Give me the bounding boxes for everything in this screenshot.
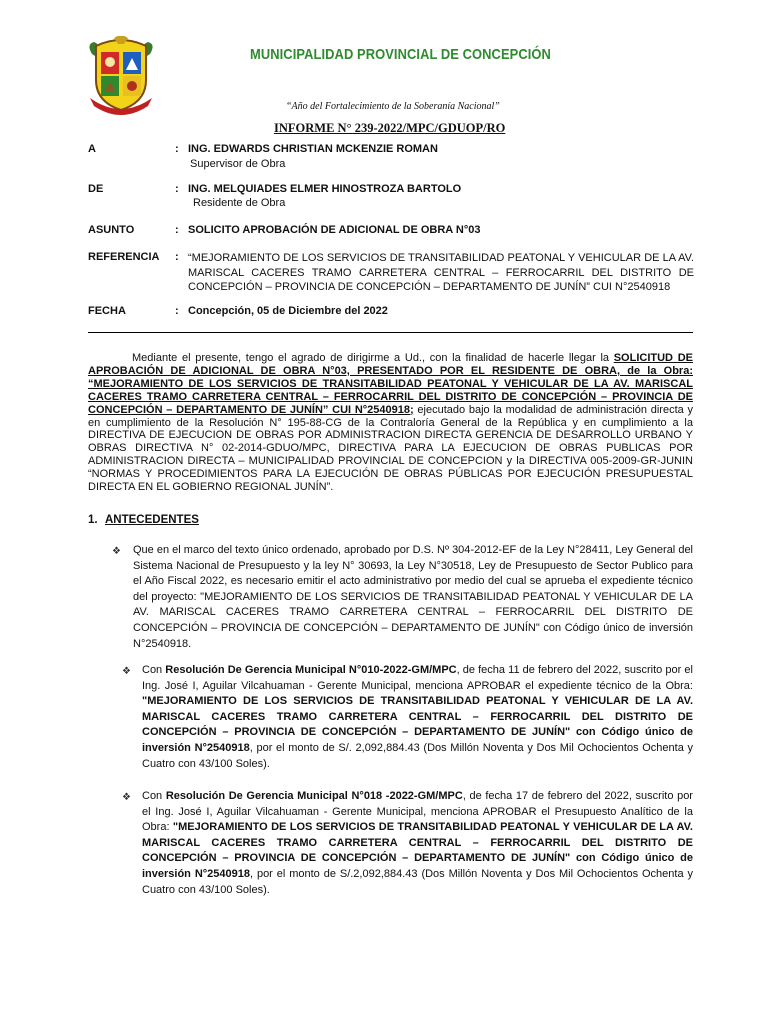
section-number: 1. — [88, 514, 98, 526]
item3-amount: , por el monto de S/.2,092,884.43 (Dos Millón Noventa y Dos Mil Ochocientos Ochenta y Cuatro con 43/100 Soles). — [142, 867, 693, 896]
to-colon: : — [175, 143, 179, 155]
item3-project-name: "MEJORAMIENTO DE LOS SERVICIOS DE TRANSITABILIDAD PEATONAL Y VEHICULAR DE LA AV. MARISCAL CACERES TRAMO CARRETERA CENTRAL – FERROCARRIL DEL DISTRITO DE CONCEPCIÓN – PROVINCIA DE CONCEPCIÓN – DEPARTAMENTO DE JUNÍN" con Código único de inversión N°2540918 — [142, 821, 693, 880]
reference-label: REFERENCIA — [88, 251, 160, 263]
item2-resolution: Resolución De Gerencia Municipal N°010-2022-GM/MPC — [165, 664, 457, 676]
antecedent-item-2 — [142, 663, 693, 772]
item3-text-mid: , de fecha 17 de febrero del 2022, suscrito por el Ing. José I, Aguilar Vilcahuaman - Gerente Municipal, menciona APROBAR el Presupuesto Analítico de la Obra: — [142, 790, 693, 834]
bullet-diamond-icon: ❖ — [112, 546, 121, 557]
municipality-name: MUNICIPALIDAD PROVINCIAL DE CONCEPCIÓN — [250, 46, 551, 63]
to-label: A — [88, 143, 96, 155]
item2-project-name: "MEJORAMIENTO DE LOS SERVICIOS DE TRANSITABILIDAD PEATONAL Y VEHICULAR DE LA AV. MARISCAL CACERES TRAMO CARRETERA CENTRAL – FERROCARRIL DEL DISTRITO DE CONCEPCIÓN – PROVINCIA DE CONCEPCIÓN – DEPARTAMENTO DE JUNÍN" con Código único de inversión N°2540918 — [142, 695, 693, 754]
intro-bold: SOLICITUD DE APROBACIÓN DE ADICIONAL DE OBRA N°03, PRESENTADO POR EL RESIDENTE DE OBRA, de la Obra: “MEJORAMIENTO DE LOS SERVICIOS DE TRANSITABILIDAD PEATONAL Y VEHICULAR DE LA AV. MARISCAL CACERES TRAMO CARRETERA CENTRAL – FERROCARRIL DEL DISTRITO DE CONCEPCIÓN – PROVINCIA DE CONCEPCIÓN – DEPARTAMENTO DE JUNÍN” CUI N°2540918; — [88, 352, 693, 416]
date-colon: : — [175, 305, 179, 317]
municipality-coat-of-arms — [84, 36, 158, 118]
bullet-diamond-icon: ❖ — [122, 666, 131, 677]
from-colon: : — [175, 183, 179, 195]
year-motto: “Año del Fortalecimiento de la Soberanía Nacional” — [286, 101, 500, 112]
to-role: Supervisor de Obra — [190, 158, 286, 170]
date-text: Concepción, 05 de Diciembre del 2022 — [188, 305, 388, 317]
subject-text: SOLICITO APROBACIÓN DE ADICIONAL DE OBRA N°03 — [188, 224, 481, 236]
subject-colon: : — [175, 224, 179, 236]
reference-colon: : — [175, 251, 179, 263]
item2-text: Con — [142, 664, 166, 676]
bullet-diamond-icon: ❖ — [122, 792, 131, 803]
antecedent-item-1: Que en el marco del texto único ordenado, aprobado por D.S. Nº 304-2012-EF de la Ley N°28411, Ley General del Sistema Nacional de Presupuesto y la ley N° 30693, la Ley N°30518, Ley de Presupuesto de Sector Publico para el Año Fiscal 2022, es necesario emitir el acto administrativo por medio del cual se aprueba el expediente técnico del proyecto: "MEJORAMIENTO DE LOS SERVICIOS DE TRANSITABILIDAD PEATONAL Y VEHICULAR DE LA AV. MARISCAL CACERES TRAMO CARRETERA CENTRAL – FERROCARRIL DEL DISTRITO DE CONCEPCIÓN – PROVINCIA DE CONCEPCIÓN – DEPARTAMENTO DE JUNÍN" con Código único de inversión N°2540918. — [133, 544, 693, 650]
item2-amount: , por el monto de S/. 2,092,884.43 (Dos Millón Noventa y Dos Mil Ochocientos Ochenta y Cuatro con 43/100 Soles). — [142, 741, 693, 770]
from-label: DE — [88, 183, 104, 195]
date-label: FECHA — [88, 305, 126, 317]
item3-resolution: Resolución De Gerencia Municipal N°018 -2022-GM/MPC — [165, 790, 463, 802]
intro-rest: ejecutado bajo la modalidad de administración directa y en cumplimiento de la Resolución N° 195-88-CG de la Contraloría General de la República y en cumplimiento a la DIRECTIVA DE EJECUCION DE OBRAS POR ADMINISTRACION DIRECTA GERENCIA DE DESARROLLO URBANO Y OBRAS DIRECTIVA N° 02-2014-GDUO/MPC, DIRECTIVA PARA LA EJECUCION DE OBRAS PUBLICAS POR ADMINISTRACION DIRECTA – MUNICIPALIDAD PROVINCIAL DE CONCEPCION y la DIRECTIVA 005-2009-GR-JUNIN “NORMAS Y PROCEDIMIENTOS PARA LA EJECUCIÓN DE OBRAS PÚBLICAS POR EJECUCIÓN PRESUPUESTAL DIRECTA EN EL GOBIERNO REGIONAL JUNÍN”. — [88, 403, 693, 494]
antecedent-item-3 — [142, 789, 693, 898]
subject-label: ASUNTO — [88, 224, 135, 236]
intro-paragraph — [88, 352, 693, 494]
header-divider — [88, 332, 693, 333]
item2-text-mid: , de fecha 11 de febrero del 2022, suscrito por el Ing. José I, Aguilar Vilcahuaman - Gerente Municipal, menciona APROBAR el expediente técnico de la Obra: — [142, 664, 693, 692]
to-name: ING. EDWARDS CHRISTIAN MCKENZIE ROMAN — [188, 143, 438, 155]
from-name: ING. MELQUIADES ELMER HINOSTROZA BARTOLO — [188, 183, 462, 195]
from-role: Residente de Obra — [193, 197, 286, 209]
reference-text: “MEJORAMIENTO DE LOS SERVICIOS DE TRANSITABILIDAD PEATONAL Y VEHICULAR DE LA AV. MARISCAL CACERES TRAMO CARRETERA CENTRAL – FERROCARRIL DEL DISTRITO DE CONCEPCIÓN – PROVINCIA DE CONCEPCIÓN – DEPARTAMENTO DE JUNÍN” CUI N°2540918 — [188, 252, 694, 293]
report-number: INFORME N° 239-2022/MPC/GDUOP/RO — [274, 121, 506, 135]
item3-text: Con — [142, 790, 166, 802]
intro-plain: Mediante el presente, tengo el agrado de dirigirme a Ud., con la finalidad de hacerle llegar la — [132, 352, 614, 364]
section-heading — [88, 514, 199, 526]
section-title: ANTECEDENTES — [105, 514, 199, 526]
